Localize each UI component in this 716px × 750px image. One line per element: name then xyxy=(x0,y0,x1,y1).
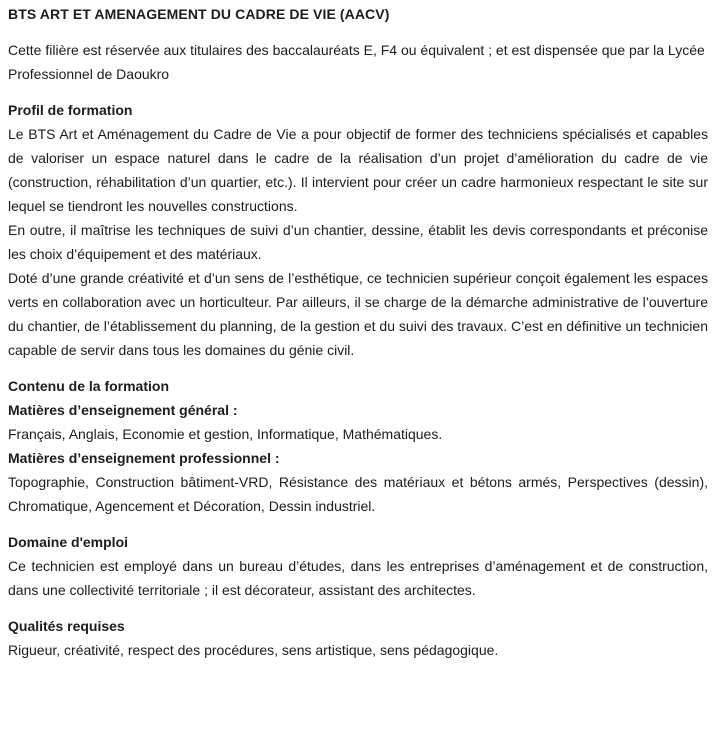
qualites-paragraph: Rigueur, créativité, respect des procédures, sens artistique, sens pédagogique. xyxy=(8,642,499,658)
section-profil-de-formation xyxy=(8,98,708,362)
intro-paragraph: Cette filière est réservée aux titulaires des baccalauréats E, F4 ou équivalent ; et est dispensée que par la Lycée Professionnel de Daoukro xyxy=(8,42,705,82)
matieres-professionnel-items: Topographie, Construction bâtiment-VRD, Résistance des matériaux et bétons armés, Perspectives (dessin), Chromatique, Agencement et Décoration, Dessin industriel. xyxy=(8,474,708,514)
section-qualites-requises xyxy=(8,614,708,662)
profil-paragraph-2: En outre, il maîtrise les techniques de suivi d’un chantier, dessine, établit les devis correspondants et préconise les choix d’équipement et des matériaux. xyxy=(8,222,708,262)
contenu-heading: Contenu de la formation xyxy=(8,378,169,394)
domaine-paragraph: Ce technicien est employé dans un bureau d’études, dans les entreprises d’aménagement et de construction, dans une collectivité territoriale ; il est décorateur, assistant des architectes. xyxy=(8,558,708,598)
matieres-general-items: Français, Anglais, Economie et gestion, Informatique, Mathématiques. xyxy=(8,426,443,442)
matieres-professionnel-label: Matières d’enseignement professionnel : xyxy=(8,450,280,466)
domaine-heading: Domaine d'emploi xyxy=(8,534,129,550)
profil-heading: Profil de formation xyxy=(8,102,133,118)
section-domaine-emploi xyxy=(8,530,708,602)
matieres-general-label: Matières d’enseignement général : xyxy=(8,402,238,418)
section-contenu-de-la-formation xyxy=(8,374,708,518)
document-title: BTS ART ET AMENAGEMENT DU CADRE DE VIE (AACV) xyxy=(8,6,390,22)
intro-block xyxy=(8,38,708,86)
qualites-heading: Qualités requises xyxy=(8,618,125,634)
profil-paragraph-1: Le BTS Art et Aménagement du Cadre de Vie a pour objectif de former des techniciens spécialisés et capables de valoriser un espace naturel dans le cadre de la réalisation d’un projet d’amélioration du cadre de vie (construction, réhabilitation d’un quartier, etc.). Il intervient pour créer un cadre harmonieux respectant le site sur lequel se tiendront les nouvelles constructions. xyxy=(8,126,708,214)
profil-paragraph-3: Doté d’une grande créativité et d’un sens de l’esthétique, ce technicien supérieur conçoit également les espaces verts en collaboration avec un horticulteur. Par ailleurs, il se charge de la démarche administrative de l’ouverture du chantier, de l’établissement du planning, de la gestion et du suivi des travaux. C’est en définitive un technicien capable de servir dans tous les domaines du génie civil. xyxy=(8,270,708,358)
